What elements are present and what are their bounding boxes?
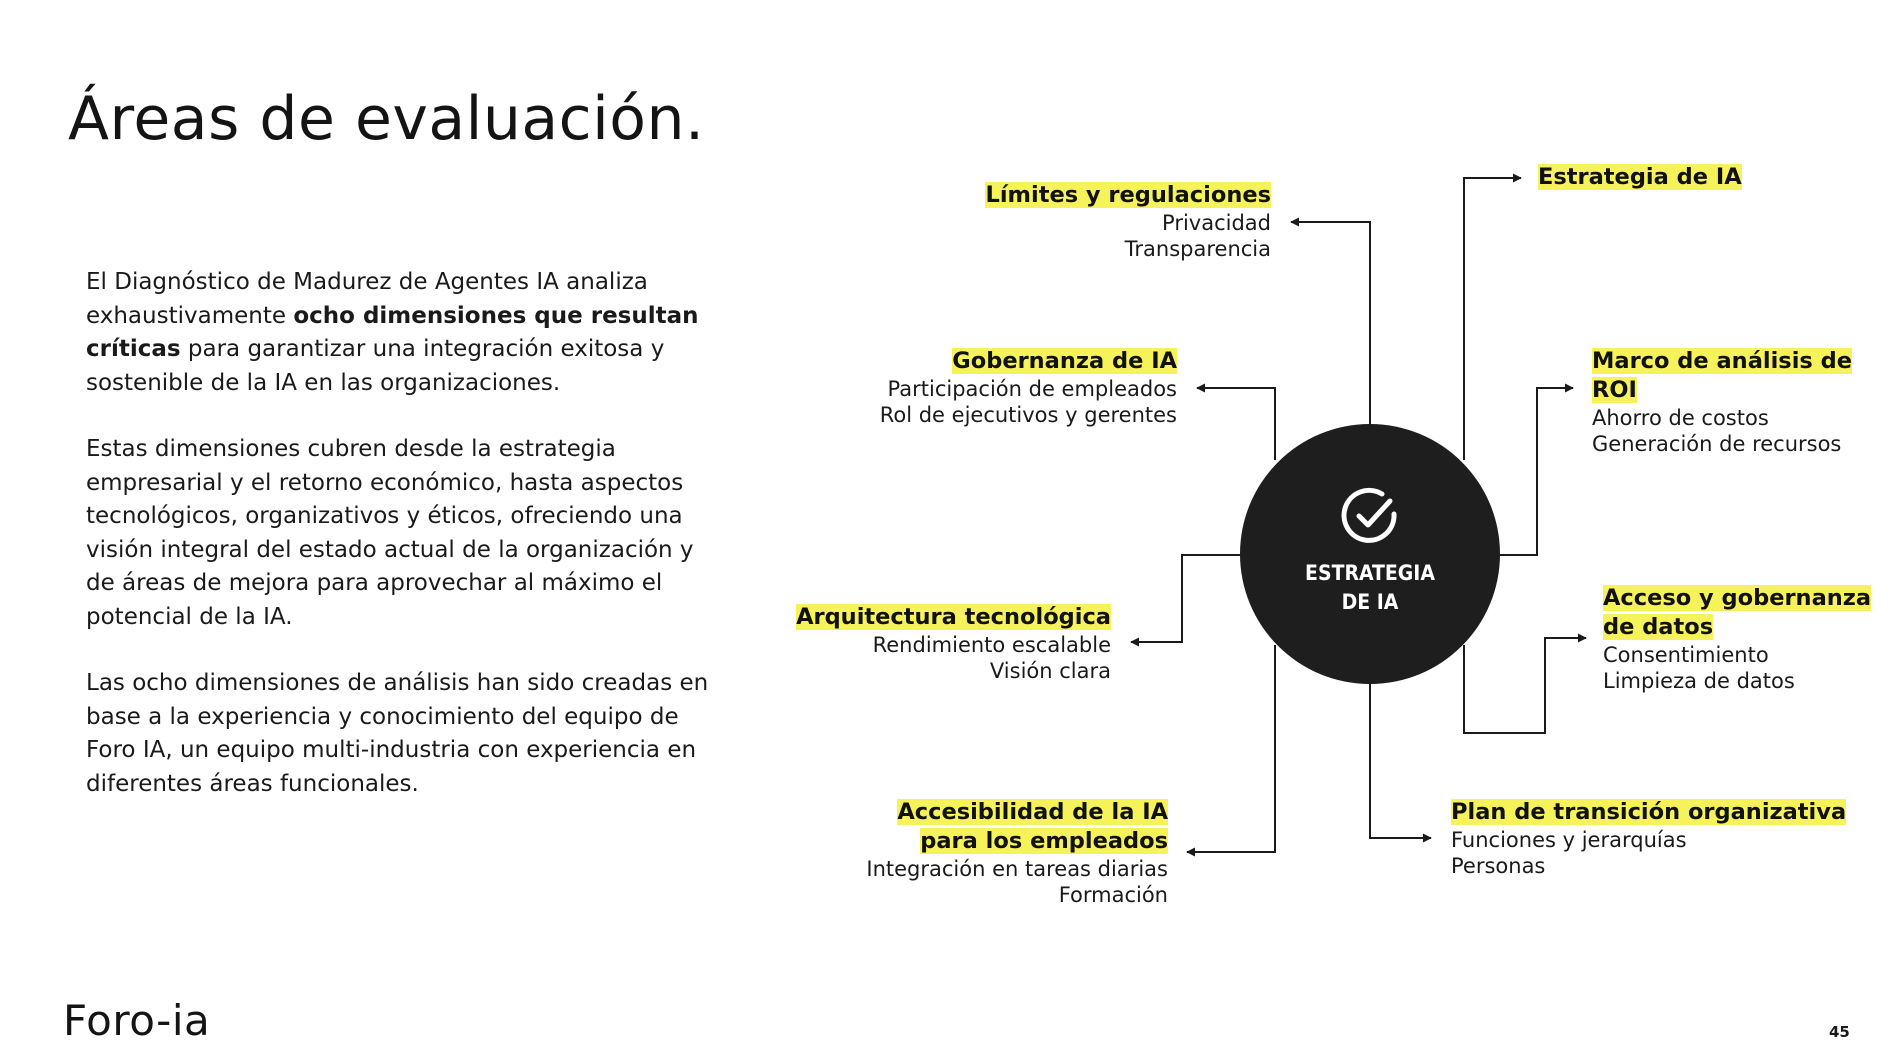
- connector-limites: [1291, 222, 1370, 430]
- node-accesibilidad: [866, 798, 1168, 908]
- node-acceso-item-2: Limpieza de datos: [1603, 669, 1795, 693]
- node-arquitectura: [796, 603, 1111, 684]
- node-acceso-item-1: Consentimiento: [1603, 643, 1769, 667]
- intro-p1-bold: ocho dimensiones que resultan críticas: [86, 302, 699, 362]
- node-accesibilidad-item-1: Integración en tareas diarias: [866, 857, 1168, 881]
- connector-estrategia: [1464, 178, 1521, 460]
- connector-gobernanza: [1197, 388, 1275, 460]
- foro-ia-logo: Foro-ia: [63, 996, 211, 1045]
- connector-plan: [1370, 680, 1431, 838]
- node-roi-item-2: Generación de recursos: [1592, 432, 1842, 456]
- node-accesibilidad-title-line-2: para los empleados: [920, 828, 1168, 854]
- node-gobernanza-title: Gobernanza de IA: [952, 348, 1177, 374]
- node-arquitectura-item-2: Visión clara: [989, 659, 1111, 683]
- node-plan-item-2: Personas: [1451, 854, 1546, 878]
- check-circle-icon: [1338, 484, 1402, 548]
- page-number: 45: [1829, 1023, 1850, 1041]
- node-roi: [1592, 347, 1900, 457]
- node-arquitectura-title: Arquitectura tecnológica: [796, 604, 1111, 630]
- hub-label-line-2: DE IA: [1341, 590, 1399, 614]
- node-roi-item-1: Ahorro de costos: [1592, 406, 1769, 430]
- node-limites-item-2: Transparencia: [1124, 237, 1271, 261]
- node-gobernanza-item-2: Rol de ejecutivos y gerentes: [879, 403, 1177, 427]
- node-acceso: [1603, 584, 1871, 694]
- connector-arquitectura: [1131, 555, 1240, 642]
- hub-label-line-1: ESTRATEGIA: [1305, 561, 1435, 585]
- intro-p1-end: para garantizar una integración exitosa y sostenible de la IA en las organizaciones.: [86, 336, 665, 396]
- node-plan: [1451, 798, 1846, 879]
- node-plan-title: Plan de transición organizativa: [1451, 799, 1847, 825]
- connector-accesibilidad: [1187, 645, 1275, 852]
- node-arquitectura-item-1: Rendimiento escalable: [872, 633, 1111, 657]
- node-limites-title: Límites y regulaciones: [985, 182, 1271, 208]
- node-limites: [985, 181, 1271, 262]
- node-limites-item-1: Privacidad: [1162, 211, 1271, 235]
- intro-paragraph-3: Las ocho dimensiones de análisis han sido creadas en base a la experiencia y conocimiento del equipo de Foro IA, un equipo multi-industria con experiencia en diferentes áreas funcionales.: [86, 670, 709, 797]
- node-estrategia: [1538, 163, 1742, 192]
- node-accesibilidad-item-2: Formación: [1058, 883, 1168, 907]
- node-accesibilidad-title-line-1: Accesibilidad de la IA: [897, 799, 1168, 825]
- page-title: Áreas de evaluación.: [68, 84, 705, 154]
- intro-p1-start: El Diagnóstico de Madurez de Agentes IA analiza exhaustivamente: [86, 269, 648, 329]
- connector-acceso: [1464, 638, 1586, 733]
- node-acceso-title-line-1: Acceso y gobernanza: [1603, 585, 1872, 611]
- intro-paragraph-2: Estas dimensiones cubren desde la estrategia empresarial y el retorno económico, hasta aspectos tecnológicos, organizativos y éticos, ofreciendo una visión integral del estado actual de la organización y de áreas de mejora para aprovechar al máximo el potencial de la IA.: [86, 436, 694, 630]
- node-acceso-title-line-2: de datos: [1603, 614, 1714, 640]
- hub-label: [1280, 559, 1460, 617]
- node-roi-title: Marco de análisis de ROI: [1592, 348, 1853, 403]
- node-estrategia-title: Estrategia de IA: [1538, 164, 1742, 190]
- node-plan-item-1: Funciones y jerarquías: [1451, 828, 1687, 852]
- node-gobernanza-item-1: Participación de empleados: [887, 377, 1177, 401]
- node-gobernanza: [880, 347, 1177, 428]
- hub-circle: [1240, 424, 1500, 684]
- connector-roi: [1500, 388, 1573, 555]
